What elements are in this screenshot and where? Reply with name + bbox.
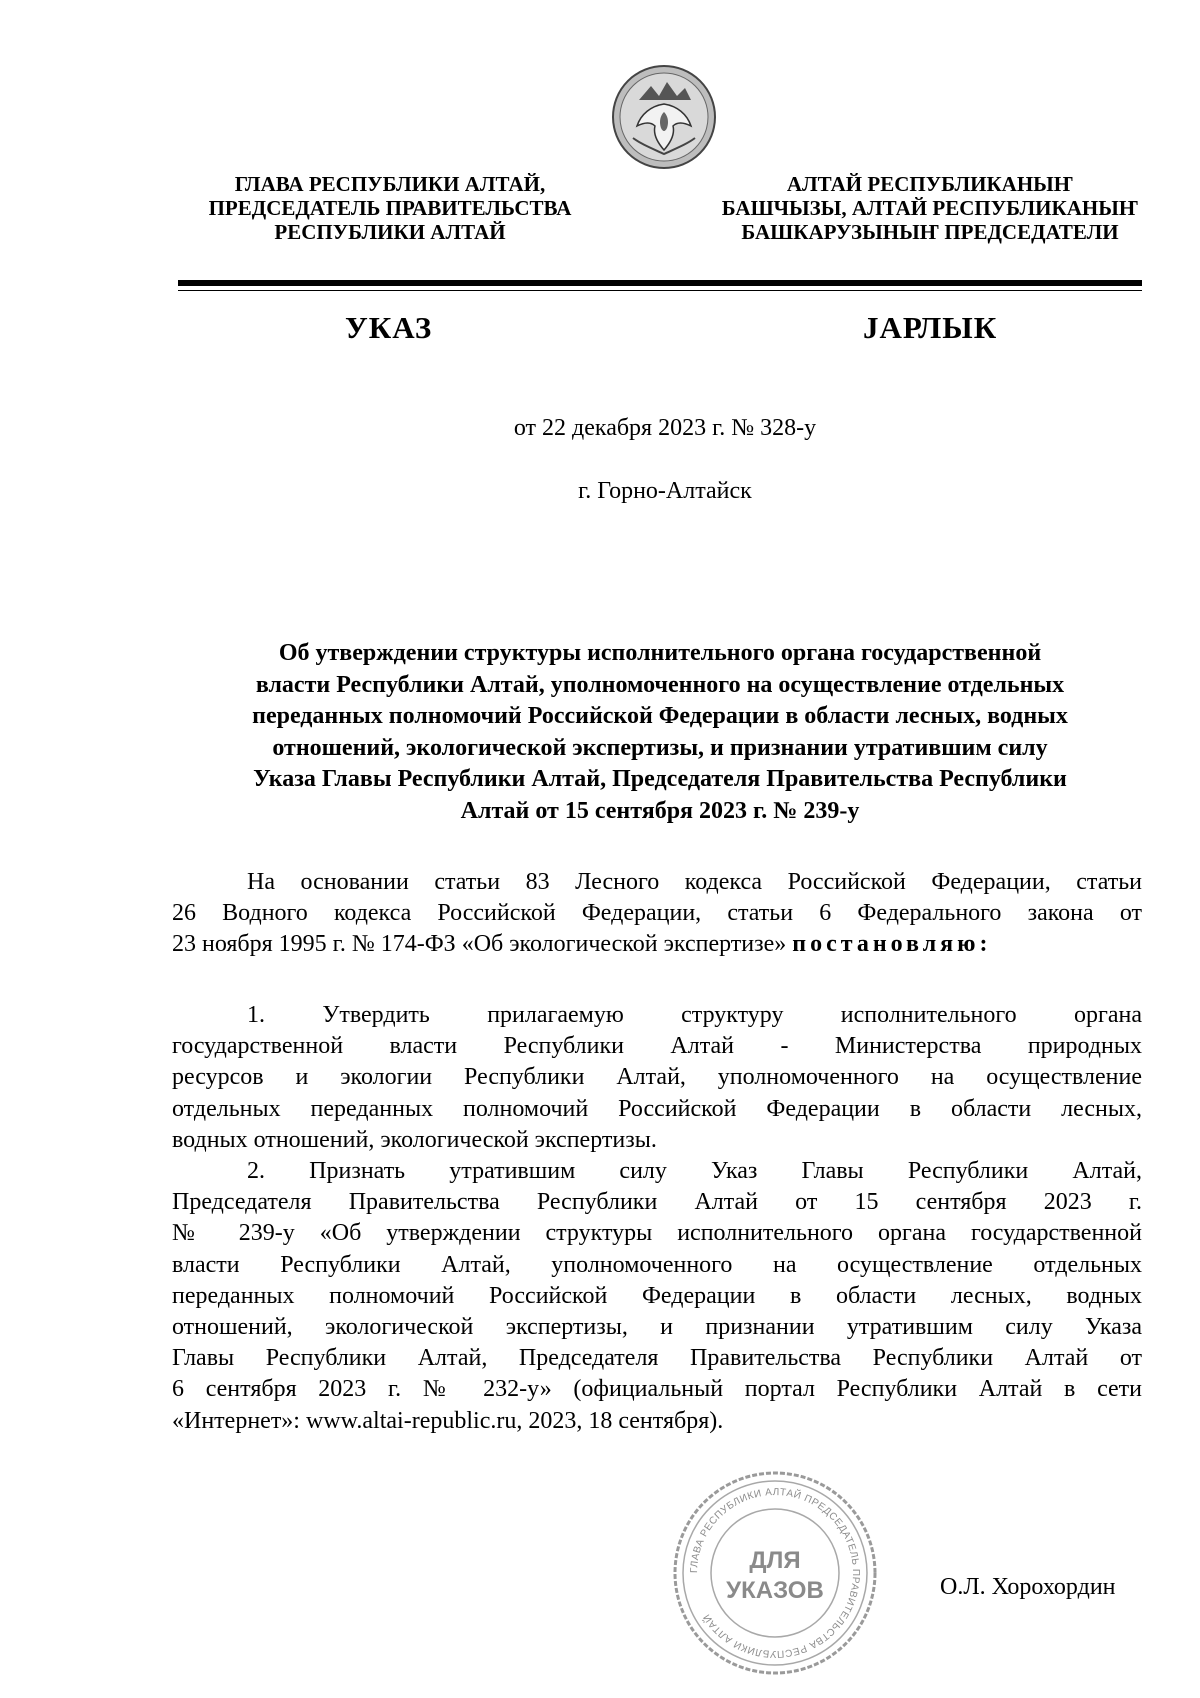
doc-type-russian: УКАЗ: [345, 310, 433, 345]
item2-line: власти Республики Алтай, уполномоченного на осуществление отдельных: [172, 1251, 1142, 1278]
title-line: переданных полномочий Российской Федерации в области лесных, водных: [252, 703, 1068, 729]
official-stamp: [670, 1468, 880, 1678]
decree-title: [175, 638, 1145, 827]
header-divider-thin: [178, 290, 1142, 291]
item1-line: водных отношений, экологической экспертизы.: [172, 1126, 657, 1153]
header-right-line: БАШЧЫЗЫ, АЛТАЙ РЕСПУБЛИКАНЫҤ: [721, 196, 1139, 220]
stamp-center-line2: УКАЗОВ: [726, 1577, 824, 1604]
decree-date-number: от 22 декабря 2023 г. № 328-у: [513, 415, 817, 441]
preamble-last-line: [172, 929, 1142, 960]
stamp-ring-text: ГЛАВА РЕСПУБЛИКИ АЛТАЙ ПРЕДСЕДАТЕЛЬ ПРАВИТЕЛЬСТВА РЕСПУБЛИКИ АЛТАЙ: [688, 1486, 862, 1660]
item2-line: 2. Признать утратившим силу Указ Главы Республики Алтай,: [247, 1158, 1142, 1185]
preamble-line: На основании статьи 83 Лесного кодекса Российской Федерации, статьи: [247, 869, 1142, 895]
item2-line: № 239-у «Об утверждении структуры исполнительного органа государственной: [172, 1220, 1142, 1247]
item1-line: 1. Утвердить прилагаемую структуру исполнительного органа: [247, 1002, 1142, 1028]
decree-city: г. Горно-Алтайск: [578, 478, 752, 504]
title-line: отношений, экологической экспертизы, и признании утратившим силу: [272, 734, 1048, 761]
item1-line: отдельных переданных полномочий Российской Федерации в области лесных,: [172, 1095, 1142, 1122]
stamp-center-line1: ДЛЯ: [749, 1547, 801, 1574]
item1-line: ресурсов и экологии Республики Алтай, уполномоченного на осуществление: [172, 1064, 1142, 1091]
item2-line: 6 сентября 2023 г. № 232-у» (официальный портал Республики Алтай в сети: [172, 1376, 1142, 1403]
header-left-line: ПРЕДСЕДАТЕЛЬ ПРАВИТЕЛЬСТВА: [208, 196, 572, 220]
republic-emblem-icon: [611, 64, 717, 170]
item1-line: государственной власти Республики Алтай - Министерства природных: [172, 1033, 1142, 1060]
decree-items: [172, 1000, 1142, 1437]
title-line: власти Республики Алтай, уполномоченного на осуществление отдельных: [255, 671, 1065, 698]
header-right-line: АЛТАЙ РЕСПУБЛИКАНЫҤ: [786, 172, 1074, 196]
item2-line: Главы Республики Алтай, Председателя Правительства Республики Алтай от: [172, 1345, 1142, 1372]
doc-type-altai: ЈАРЛЫК: [863, 310, 998, 345]
preamble-paragraph: [172, 867, 1142, 961]
header-left-block: [190, 172, 590, 244]
header-left-line: РЕСПУБЛИКИ АЛТАЙ: [274, 220, 506, 244]
header-left-line: ГЛАВА РЕСПУБЛИКИ АЛТАЙ,: [234, 172, 546, 196]
title-line: Об утверждении структуры исполнительного органа государственной: [278, 640, 1042, 666]
decree-word: постановляю:: [792, 931, 992, 958]
item2-line: «Интернет»: www.altai-republic.ru, 2023, 18 сентября).: [172, 1407, 724, 1434]
header-right-block: [720, 172, 1140, 244]
item2-line: Председателя Правительства Республики Алтай от 15 сентября 2023 г.: [172, 1189, 1142, 1216]
item2-line: переданных полномочий Российской Федерации в области лесных, водных: [172, 1282, 1142, 1309]
signatory-name: О.Л. Хорохордин: [940, 1574, 1116, 1600]
title-line: Указа Главы Республики Алтай, Председателя Правительства Республики: [253, 766, 1067, 792]
preamble-line: 26 Водного кодекса Российской Федерации, статьи 6 Федерального закона от: [172, 900, 1142, 927]
header-divider-thick: [178, 280, 1142, 286]
title-line: Алтай от 15 сентября 2023 г. № 239-у: [460, 797, 860, 824]
item2-line: отношений, экологической экспертизы, и признании утратившим силу Указа: [172, 1314, 1142, 1341]
header-right-line: БАШКАРУЗЫНЫҤ ПРЕДСЕДАТЕЛИ: [741, 220, 1119, 244]
preamble-line-text: 23 ноября 1995 г. № 174-ФЗ «Об экологической экспертизе»: [172, 931, 787, 958]
